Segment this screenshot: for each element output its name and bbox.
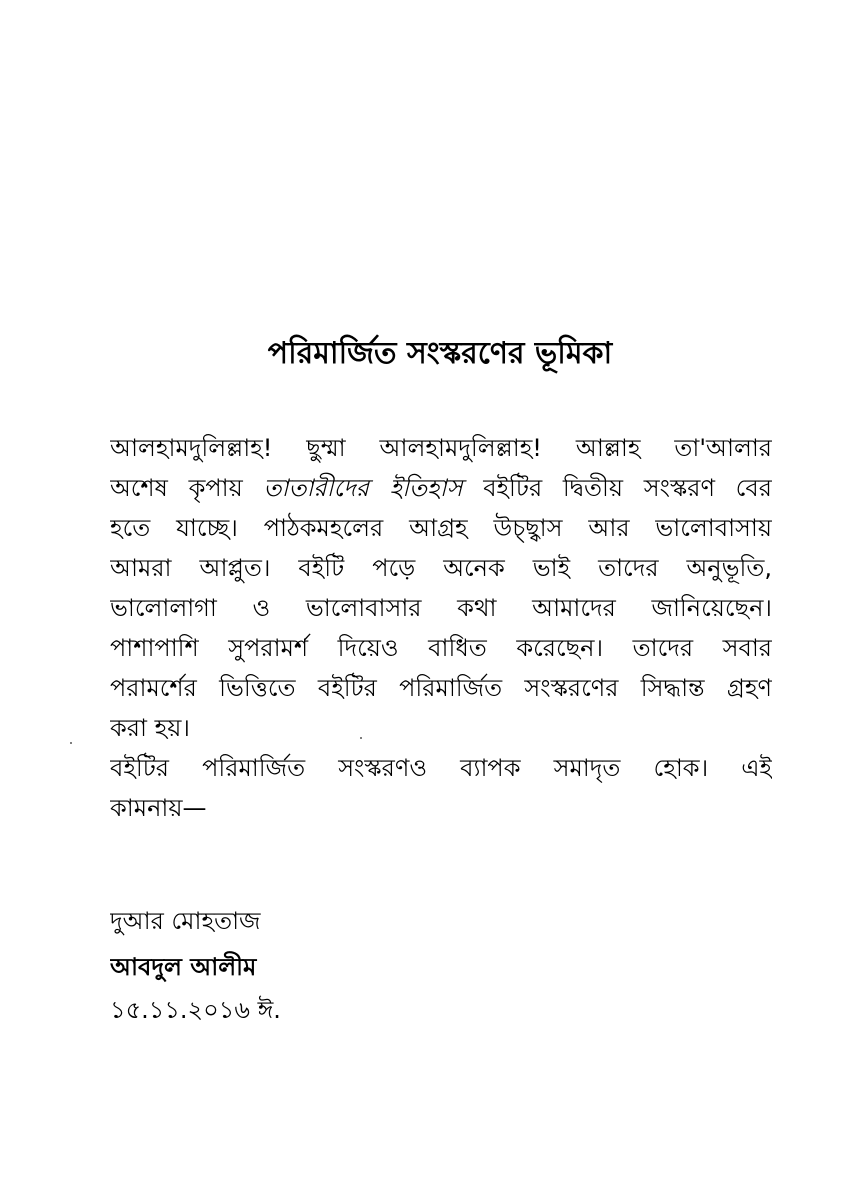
paragraph-1-line-1: আলহামদুলিল্লাহ! ছুম্মা আলহামদুলিল্লাহ! আল্লাহ তা'আলার xyxy=(110,434,772,462)
author-name: আবদুল আলীম xyxy=(110,953,257,981)
page-title: পরিমার্জিত সংস্করণের ভূমিকা xyxy=(267,336,613,371)
book-title-italic: তাতারীদের ইতিহাস xyxy=(263,474,463,502)
paragraph-2-line-1: বইটির পরিমার্জিত সংস্করণও ব্যাপক সমাদৃত হোক। এই xyxy=(110,754,772,782)
paragraph-1-line-8: করা হয়। xyxy=(110,714,190,742)
scan-speck xyxy=(70,742,72,744)
paragraph-1-line-2 xyxy=(110,468,772,508)
scan-speck xyxy=(360,737,362,739)
signature-date: ১৫.১১.২০১৬ ঈ. xyxy=(110,996,281,1024)
paragraph-1-line-4: আমরা আপ্লুত। বইটি পড়ে অনেক ভাই তাদের অনুভূতি, xyxy=(110,554,772,582)
paragraph-1-line-3: হতে যাচ্ছে। পাঠকমহলের আগ্রহ উচ্ছ্বাস আর ভালোবাসায় xyxy=(110,514,772,542)
signature-closing: দুআর মোহতাজ xyxy=(110,907,261,935)
preface-body xyxy=(110,428,772,828)
line-2-tail-text: বইটির দ্বিতীয় সংস্করণ বের xyxy=(462,474,772,502)
paragraph-1-line-6: পাশাপাশি সুপরামর্শ দিয়েও বাধিত করেছেন। তাদের সবার xyxy=(110,634,772,662)
paragraph-1-line-7: পরামর্শের ভিত্তিতে বইটির পরিমার্জিত সংস্করণের সিদ্ধান্ত গ্রহণ xyxy=(110,674,772,702)
paragraph-1-line-5: ভালোলাগা ও ভালোবাসার কথা আমাদের জানিয়েছেন। xyxy=(110,594,772,622)
line-2-lead-text: অশেষ কৃপায় xyxy=(110,474,264,502)
signature-block xyxy=(110,898,281,1030)
paragraph-2-line-2: কামনায়— xyxy=(110,794,207,822)
